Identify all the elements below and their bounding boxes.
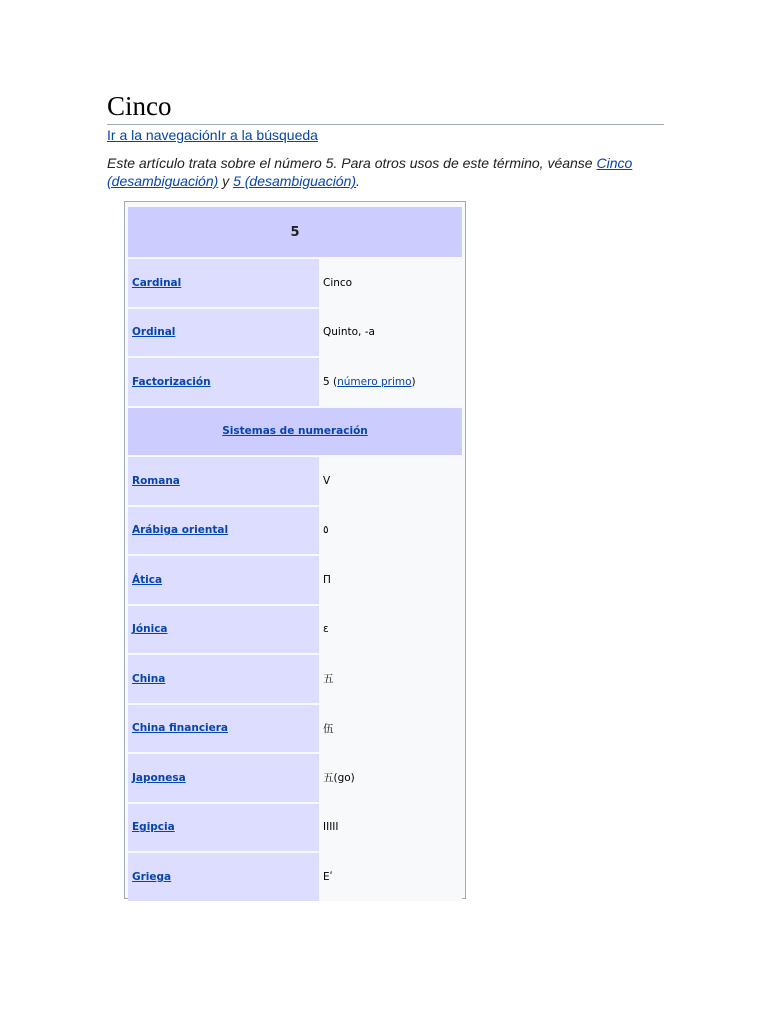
system-label-china-financiera: [128, 705, 319, 753]
system-value-romana: V: [319, 457, 462, 505]
japonesa-link[interactable]: Japonesa: [132, 771, 186, 784]
infobox-header: 5: [128, 207, 462, 257]
hatnote: [107, 154, 647, 190]
infobox-table: [128, 205, 462, 903]
infobox-row-ordinal: [128, 309, 462, 357]
infobox-label-cardinal: [128, 259, 319, 307]
hatnote-suffix: .: [356, 173, 360, 189]
page-title: Cinco: [107, 88, 664, 125]
system-value-arabiga-oriental: ٥: [319, 507, 462, 555]
jump-links: [107, 126, 318, 144]
systems-header-row: [128, 408, 462, 456]
system-row-arabiga-oriental: [128, 507, 462, 555]
factorization-value-prefix: 5 (: [323, 375, 338, 388]
infobox-value-cardinal: Cinco: [319, 259, 462, 307]
hatnote-prefix: Este artículo trata sobre el número 5. Para otros usos de este término, véanse: [107, 155, 597, 171]
ordinal-link[interactable]: Ordinal: [132, 326, 176, 339]
numeral-systems-link[interactable]: Sistemas de numeración: [222, 425, 368, 438]
infobox-value-ordinal: Quinto, -a: [319, 309, 462, 357]
cardinal-link[interactable]: Cardinal: [132, 276, 182, 289]
china-financiera-link[interactable]: China financiera: [132, 722, 229, 735]
system-row-griega: [128, 853, 462, 901]
egipcia-link[interactable]: Egipcia: [132, 821, 175, 834]
system-label-egipcia: [128, 804, 319, 852]
system-row-china: [128, 655, 462, 703]
system-row-egipcia: [128, 804, 462, 852]
china-link[interactable]: China: [132, 672, 166, 685]
system-label-atica: [128, 556, 319, 604]
system-value-japonesa: 五(go): [319, 754, 462, 802]
system-label-arabiga-oriental: [128, 507, 319, 555]
system-value-jonica: ε: [319, 606, 462, 654]
system-value-china: 五: [319, 655, 462, 703]
jonica-link[interactable]: Jónica: [132, 623, 168, 636]
prime-number-link[interactable]: número primo: [337, 375, 412, 388]
romana-link[interactable]: Romana: [132, 474, 180, 487]
system-label-china: [128, 655, 319, 703]
factorization-link[interactable]: Factorización: [132, 375, 211, 388]
infobox: [124, 201, 466, 899]
arabiga-oriental-link[interactable]: Arábiga oriental: [132, 524, 229, 537]
system-value-china-financiera: 伍: [319, 705, 462, 753]
system-label-jonica: [128, 606, 319, 654]
system-row-atica: [128, 556, 462, 604]
infobox-row-factorization: [128, 358, 462, 406]
jump-to-search-link[interactable]: Ir a la búsqueda: [217, 127, 318, 143]
system-label-japonesa: [128, 754, 319, 802]
infobox-label-ordinal: [128, 309, 319, 357]
disambiguation-link-5[interactable]: 5 (desambiguación): [233, 173, 357, 189]
system-row-japonesa: [128, 754, 462, 802]
system-value-griega: Eʹ: [319, 853, 462, 901]
systems-header: [128, 408, 462, 456]
system-label-romana: [128, 457, 319, 505]
factorization-value-suffix: ): [411, 375, 416, 388]
system-value-atica: Π: [319, 556, 462, 604]
jump-to-navigation-link[interactable]: Ir a la navegación: [107, 127, 218, 143]
infobox-label-factorization: [128, 358, 319, 406]
system-row-romana: [128, 457, 462, 505]
infobox-value-factorization: [319, 358, 462, 406]
infobox-header-row: [128, 207, 462, 257]
system-row-china-financiera: [128, 705, 462, 753]
system-row-jonica: [128, 606, 462, 654]
infobox-row-cardinal: [128, 259, 462, 307]
system-value-egipcia: IIIII: [319, 804, 462, 852]
system-label-griega: [128, 853, 319, 901]
griega-link[interactable]: Griega: [132, 870, 172, 883]
atica-link[interactable]: Ática: [132, 573, 163, 586]
disambiguation-link-cinco[interactable]: Cinco (desambiguación): [107, 155, 633, 189]
hatnote-middle: y: [218, 173, 234, 189]
